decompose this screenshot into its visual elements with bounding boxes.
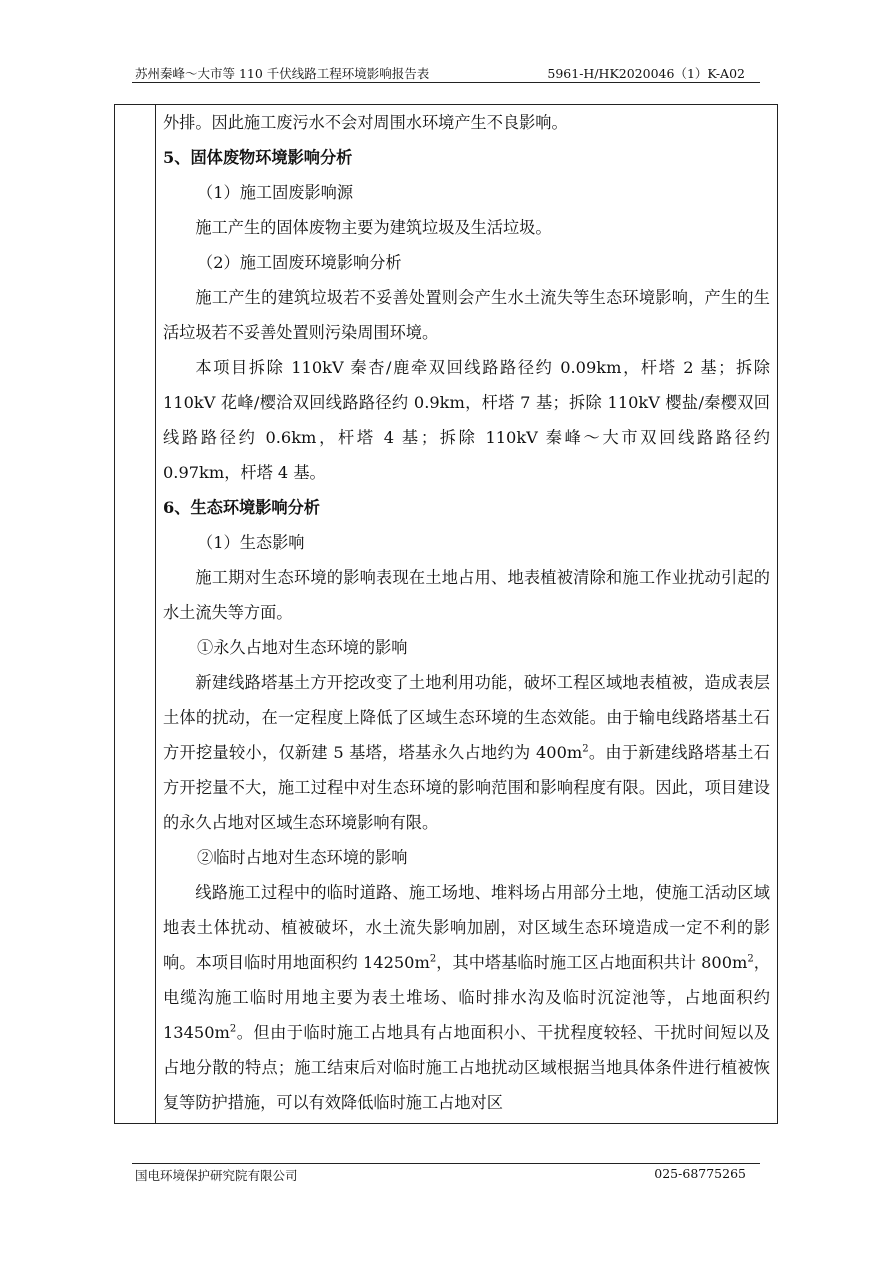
header-rule	[132, 82, 760, 83]
paragraph-ecological-impact: 施工期对生态环境的影响表现在土地占用、地表植被清除和施工作业扰动引起的水土流失等方面。	[163, 568, 770, 622]
paragraph-permanent-land: 新建线路塔基土方开挖改变了土地利用功能，破坏工程区域地表植被，造成表层土体的扰动，在一定程度上降低了区域生态环境的生态效能。由于输电线路塔基土石方开挖量较小，仅新建 5 基塔，塔基永久占地约为 $400m^2$。由于新建线路塔基土石方开挖量不大，施工过程中对生态环境的影响范围和影响程度有限。因此，项目建设的永久占地对区域生态环境影响有限。	[163, 673, 770, 832]
footer-rule	[132, 1163, 760, 1164]
paragraph-demolition: 本项目拆除 110kV 秦杏/鹿牵双回线路路径约 0.09km，杆塔 2 基；拆除 110kV 花峰/樱洽双回线路路径约 0.9km，杆塔 7 基；拆除 110kV 樱盐/秦樱双回线路路径约 0.6km，杆塔 4 基；拆除 110kV 秦峰～大市双回线路路径约 0.97km，杆塔 4 基。	[163, 358, 770, 482]
superscript: 2	[747, 953, 754, 965]
subheading-waste-source: （1）施工固废影响源	[197, 183, 354, 202]
subheading-temporary-land: ②临时占地对生态环境的影响	[197, 848, 408, 867]
superscript: 2	[229, 1023, 237, 1035]
section-heading-ecology: 6、生态环境影响分析	[163, 498, 320, 517]
document-number: 5961-H/HK2020046（1）K-A02	[547, 66, 745, 81]
paragraph-wastewater-end: 外排。因此施工废污水不会对周围水环境产生不良影响。	[163, 113, 568, 132]
subheading-ecological-impact: （1）生态影响	[197, 533, 305, 552]
superscript: 2	[429, 953, 437, 965]
report-title: 苏州秦峰～大市等 110 千伏线路工程环境影响报告表	[135, 66, 430, 81]
subheading-permanent-land: ①永久占地对生态环境的影响	[197, 638, 408, 657]
organization-name: 国电环境保护研究院有限公司	[135, 1168, 298, 1183]
phone-number: 025-68775265	[654, 1166, 746, 1181]
paragraph-waste-types: 施工产生的固体废物主要为建筑垃圾及生活垃圾。	[195, 218, 552, 237]
table-column-divider	[155, 105, 156, 1123]
page-header	[135, 64, 759, 82]
superscript: 2	[582, 743, 589, 755]
subheading-waste-impact: （2）施工固废环境影响分析	[197, 253, 402, 272]
section-heading-solid-waste: 5、固体废物环境影响分析	[163, 148, 353, 167]
page-footer	[135, 1166, 746, 1184]
paragraph-waste-impact: 施工产生的建筑垃圾若不妥善处置则会产生水土流失等生态环境影响，产生的生活垃圾若不妥善处置则污染周围环境。	[163, 288, 770, 342]
table-content-cell	[163, 105, 770, 1120]
paragraph-temporary-land: 线路施工过程中的临时道路、施工场地、堆料场占用部分土地，使施工活动区域地表土体扰动、植被破坏，水土流失影响加剧，对区域生态环境造成一定不利的影响。本项目临时用地面积约 $14250m^2$，其中塔基临时施工区占地面积共计 $800m^2$，电缆沟施工临时用地主要为表土堆场、临时排水沟及临时沉淀池等，占地面积约 $13450m^2$。但由于临时施工占地具有占地面积小、干扰程度较轻、干扰时间短以及占地分散的特点；施工结束后对临时施工占地扰动区域根据当地具体条件进行植被恢复等防护措施，可以有效降低临时施工占地对区	[163, 883, 770, 1112]
